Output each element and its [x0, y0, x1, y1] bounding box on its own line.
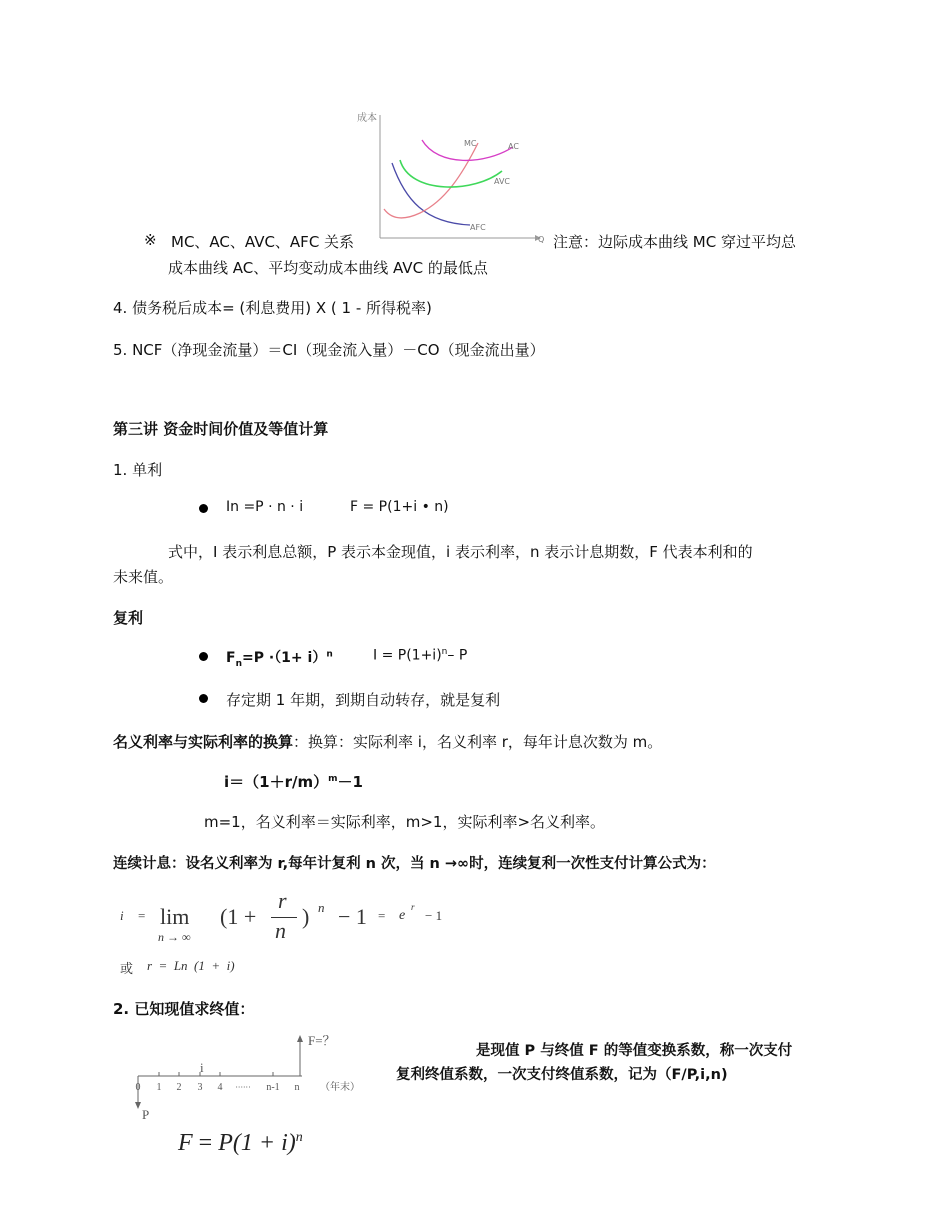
y-axis-label: 成本 [357, 113, 377, 124]
tick-dots: ······ [235, 1083, 251, 1092]
bullet [199, 694, 208, 703]
lecture-heading: 第三讲 资金时间价值及等值计算 [113, 420, 329, 438]
nominal-formula [224, 771, 363, 792]
fv-exp: n [295, 1130, 303, 1145]
fv-f: F [178, 1130, 193, 1156]
lim-eq2: = [378, 908, 386, 923]
tick-1: 1 [156, 1082, 162, 1093]
f-arrowhead [297, 1035, 303, 1042]
mc-curve [384, 143, 478, 218]
lim-word: lim [160, 904, 190, 929]
lim-i: i [120, 908, 124, 923]
tick-2: 2 [176, 1082, 182, 1093]
coefficient-desc-line1: 是现值 P 与终值 F 的等值变换系数，称一次支付 [476, 1043, 793, 1059]
tick-3: 3 [197, 1082, 203, 1093]
tick-n-1: n-1 [266, 1082, 280, 1093]
compound-rest: =P ·（1+ i） [242, 650, 327, 666]
or-label: 或 [120, 962, 134, 977]
fv-eq: = [198, 1130, 213, 1156]
compound-formula-f [226, 647, 333, 669]
ac-label: AC [508, 142, 519, 151]
note-line1-left: MC、AC、AVC、AFC 关系 [171, 233, 355, 251]
avc-label: AVC [494, 177, 511, 186]
simple-interest-title: 1. 单利 [113, 461, 163, 479]
nominal-bold: 名义利率与实际利率的换算 [113, 733, 294, 751]
bullet [199, 652, 208, 661]
x-axis-label: Q [538, 235, 545, 244]
lim-r: r [411, 902, 415, 912]
lim-close: ) [302, 904, 310, 929]
unit-label: （年末） [320, 1082, 360, 1093]
compound-f-sub: n [235, 658, 242, 669]
note-line2: 成本曲线 AC、平均变动成本曲线 AVC 的最低点 [168, 259, 488, 277]
nominal-rest: ：换算：实际利率 i，名义利率 r，每年计息次数为 m。 [293, 733, 663, 751]
lim-open: (1 + [220, 904, 257, 929]
lim-exp: n [318, 900, 325, 915]
mc-label: MC [464, 139, 477, 148]
f-label: F=？ [308, 1033, 336, 1048]
item2-title: 2. 已知现值求终值： [113, 1000, 255, 1018]
item-5: 5. NCF（净现金流量）＝CI（现金流入量）－CO（现金流出量） [113, 341, 545, 359]
nominal-formula-main: i＝（1＋r/m） [224, 773, 329, 791]
compound-i-exp: n [441, 647, 448, 657]
bullet [199, 504, 208, 513]
lim-e: e [399, 908, 406, 923]
simple-formula-b: F = P(1+i • n) [350, 499, 449, 515]
nominal-formula-tail: －1 [337, 773, 363, 791]
compound-title: 复利 [113, 609, 144, 627]
future-value-formula [178, 1130, 303, 1157]
cashflow-diagram [130, 1030, 380, 1125]
avc-curve [400, 160, 502, 187]
lim-minus2: − 1 [425, 908, 443, 923]
tick-0: 0 [135, 1082, 141, 1093]
deposit-note: 存定期 1 年期，到期自动转存，就是复利 [226, 691, 501, 709]
limit-formula [118, 888, 478, 950]
compound-i-tail: – P [447, 647, 468, 664]
continuous-interest: 连续计息：设名义利率为 r,每年计复利 n 次，当 n →∞时，连续复利一次性支付计算公式为： [113, 856, 716, 872]
nominal-rate-line [113, 731, 662, 752]
coefficient-desc-line2: 复利终值系数，一次支付终值系数，记为（F/P,i,n) [396, 1067, 728, 1083]
afc-curve [392, 163, 470, 225]
lim-num: r [278, 888, 287, 913]
tick-n: n [294, 1082, 300, 1093]
fv-body: P(1 + i) [218, 1130, 296, 1156]
nominal-formula-exp: m [328, 774, 338, 784]
lim-eq: = [138, 908, 146, 923]
simple-formula-a: In =P · n · i [226, 499, 304, 515]
compound-i: I = P(1+i) [373, 647, 442, 664]
tick-4: 4 [217, 1082, 223, 1093]
interest-rate-label: i [200, 1060, 204, 1075]
cost-curves-chart [350, 105, 560, 245]
reference-mark: ※ [144, 231, 157, 249]
lim-minus: − 1 [338, 904, 367, 929]
explain-line1: 式中，I 表示利息总额，P 表示本金现值，i 表示利率，n 表示计息期数，F 代表本利和的 [168, 543, 753, 561]
compound-exp: n [326, 649, 333, 660]
p-arrowhead [135, 1102, 141, 1109]
p-label: P [142, 1107, 150, 1122]
afc-label: AFC [470, 223, 486, 232]
m-note: m=1，名义利率＝实际利率，m>1，实际利率>名义利率。 [204, 813, 606, 831]
explain-line2: 未来值。 [113, 568, 174, 586]
note-line1-right: 注意：边际成本曲线 MC 穿过平均总 [553, 233, 796, 251]
compound-formula-i [373, 647, 467, 664]
or-formula: r = Ln (1 + i) [147, 958, 235, 973]
lim-den: n [275, 918, 286, 943]
ticks [159, 1072, 273, 1076]
compound-f: F [226, 650, 236, 666]
item-4: 4. 债务税后成本= (利息费用) X ( 1 - 所得税率) [113, 299, 432, 317]
lim-under: n → ∞ [158, 930, 191, 944]
